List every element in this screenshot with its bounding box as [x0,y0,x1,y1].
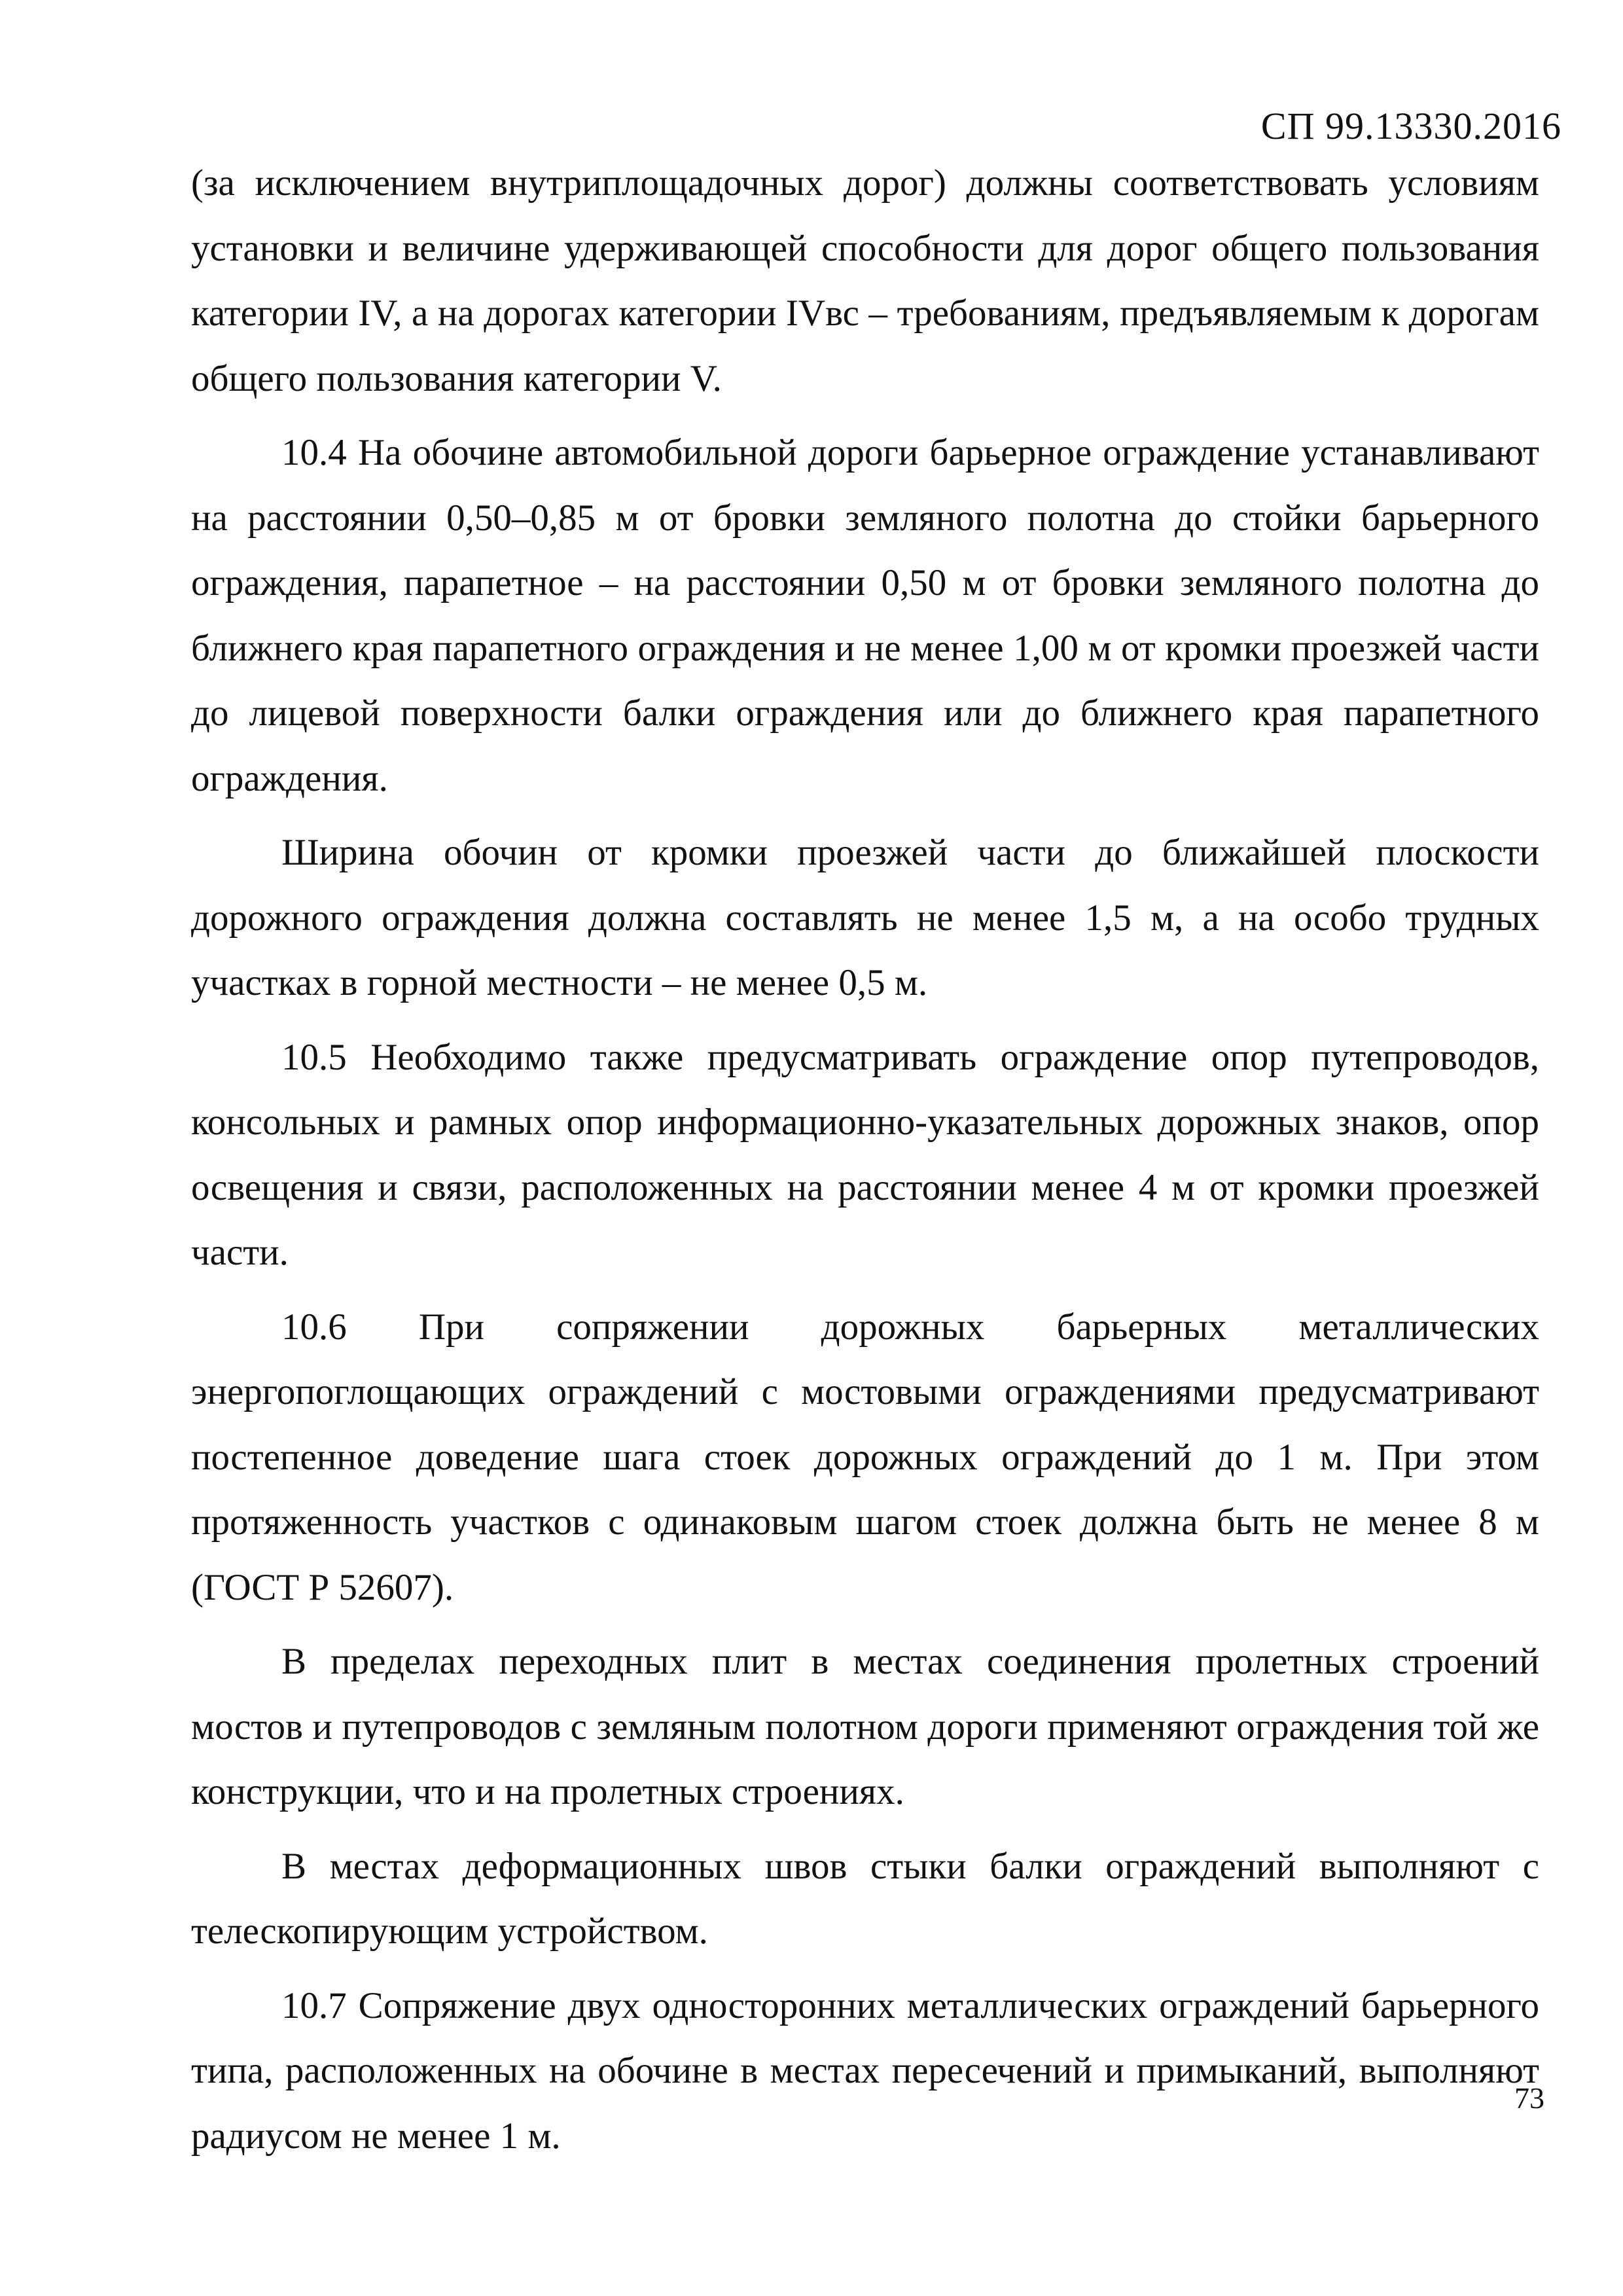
paragraph-expansion-joints: В местах деформационных швов стыки балки ограждений выполняют с телескопирующим устройством. [191,1845,1539,1952]
body-text [191,151,1539,2168]
page-number: 73 [1514,2081,1544,2115]
paragraph-10-4: 10.4 На обочине автомобильной дороги барьерное ограждение устанавливают на расстоянии 0,50–0,85 м от бровки земляного полотна до стойки барьерного ограждения, парапетное – на расстоянии 0,50 м от бровки земляного полотна до ближнего края парапетного ограждения и не менее 1,00 м от кромки проезжей части до лицевой поверхности балки ограждения или до ближнего края парапетного ограждения. [191,432,1539,799]
paragraph-continuation: (за исключением внутриплощадочных дорог) должны соответствовать условиям установки и величине удерживающей способности для дорог общего пользования категории IV, а на дорогах категории IVвс – требованиям, предъявляемым к дорогам общего пользования категории V. [191,162,1539,399]
paragraph-transition-slabs: В пределах переходных плит в местах соединения пролетных строений мостов и путепроводов с земляным полотном дороги применяют ограждения той же конструкции, что и на пролетных строениях. [191,1641,1539,1812]
paragraph-shoulder-width: Ширина обочин от кромки проезжей части до ближайшей плоскости дорожного ограждения должна составлять не менее 1,5 м, а на особо трудных участках в горной местности – не менее 0,5 м. [191,832,1539,1003]
paragraph-10-5: 10.5 Необходимо также предусматривать ограждение опор путепроводов, консольных и рамных опор информационно-указательных дорожных знаков, опор освещения и связи, расположенных на расстоянии менее 4 м от кромки проезжей части. [191,1036,1539,1273]
paragraph-10-6: 10.6 При сопряжении дорожных барьерных металлических энергопоглощающих ограждений с мостовыми ограждениями предусматривают постепенное доведение шага стоек дорожных ограждений до 1 м. При этом протяженность участков с одинаковым шагом стоек должна быть не менее 8 м (ГОСТ Р 52607). [191,1306,1539,1608]
paragraph-10-7: 10.7 Сопряжение двух односторонних металлических ограждений барьерного типа, расположенных на обочине в местах пересечений и примыканий, выполняют радиусом не менее 1 м. [191,1984,1539,2157]
document-code: СП 99.13330.2016 [1260,105,1561,147]
